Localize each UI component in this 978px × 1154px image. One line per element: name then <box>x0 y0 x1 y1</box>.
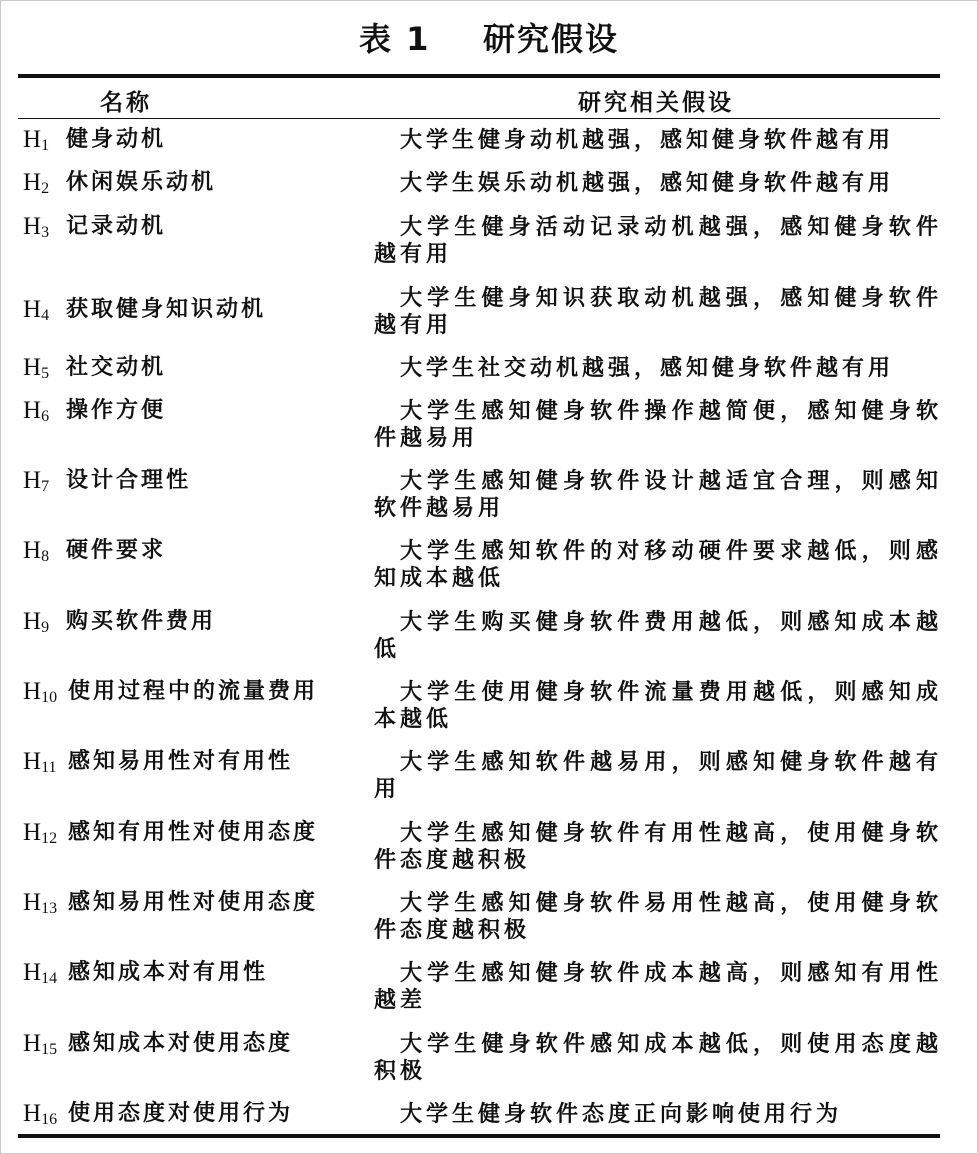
hypothesis-description: 大学生感知健身软件易用性越高，使用健身软件态度越积极 <box>374 891 942 943</box>
hypothesis-code: $H_1$ <box>23 126 50 154</box>
hypothesis-name: 感知易用性对有用性 <box>68 749 294 774</box>
hypothesis-name: 感知易用性对使用态度 <box>68 890 319 915</box>
hypothesis-code: $H_{14}$ <box>23 959 58 987</box>
hypothesis-name: 获取健身知识动机 <box>66 297 267 322</box>
hypothesis-description: 大学生感知健身软件有用性越高，使用健身软件态度越积极 <box>374 821 942 873</box>
hypothesis-name: 设计合理性 <box>66 468 192 493</box>
hypothesis-name: 健身动机 <box>66 127 167 152</box>
column-header-hypothesis: 研究相关假设 <box>578 90 734 116</box>
column-header-name: 名称 <box>100 90 152 116</box>
hypothesis-name: 使用过程中的流量费用 <box>68 679 319 704</box>
hypothesis-name: 使用态度对使用行为 <box>68 1101 294 1126</box>
hypothesis-description: 大学生感知软件越易用，则感知健身软件越有用 <box>374 750 942 802</box>
hypothesis-code: $H_8$ <box>23 537 50 565</box>
top-rule <box>18 74 940 78</box>
hypothesis-description: 大学生感知软件的对移动硬件要求越低，则感知成本越低 <box>374 539 942 591</box>
hypothesis-code: $H_7$ <box>23 467 50 495</box>
hypothesis-name: 购买软件费用 <box>66 609 217 634</box>
hypothesis-name: 硬件要求 <box>66 538 167 563</box>
hypothesis-description: 大学生使用健身软件流量费用越低，则感知成本越低 <box>374 680 942 732</box>
hypothesis-code: $H_5$ <box>23 354 50 382</box>
hypothesis-description: 大学生健身活动记录动机越强，感知健身软件越有用 <box>374 215 942 267</box>
hypothesis-code: $H_4$ <box>23 296 50 324</box>
hypothesis-code: $H_2$ <box>23 169 50 197</box>
hypothesis-description: 大学生健身软件感知成本越低，则使用态度越积极 <box>374 1032 942 1084</box>
hypothesis-code: $H_3$ <box>23 213 50 241</box>
bottom-rule <box>18 1134 940 1138</box>
hypothesis-code: $H_{12}$ <box>23 819 58 847</box>
hypothesis-code: $H_{13}$ <box>23 889 58 917</box>
hypothesis-name: 感知成本对使用态度 <box>68 1031 294 1056</box>
table-title: 表 1 研究假设 <box>359 20 619 58</box>
hypothesis-description: 大学生社交动机越强，感知健身软件越有用 <box>400 356 895 381</box>
hypothesis-code: $H_{15}$ <box>23 1030 58 1058</box>
hypothesis-code: $H_9$ <box>23 608 50 636</box>
hypothesis-code: $H_{16}$ <box>23 1100 58 1128</box>
hypothesis-description: 大学生感知健身软件设计越适宜合理，则感知软件越易用 <box>374 469 942 521</box>
hypothesis-description: 大学生感知健身软件成本越高，则感知有用性越差 <box>374 961 942 1013</box>
hypothesis-code: $H_{11}$ <box>23 748 57 776</box>
hypothesis-description: 大学生健身软件态度正向影响使用行为 <box>400 1102 843 1127</box>
hypothesis-code: $H_{10}$ <box>23 678 58 706</box>
hypothesis-code: $H_6$ <box>23 397 50 425</box>
hypothesis-name: 操作方便 <box>66 398 167 423</box>
hypothesis-description: 大学生娱乐动机越强，感知健身软件越有用 <box>400 171 895 196</box>
hypothesis-name: 记录动机 <box>66 214 167 239</box>
hypothesis-name: 感知有用性对使用态度 <box>68 820 319 845</box>
hypothesis-name: 感知成本对有用性 <box>68 960 269 985</box>
hypothesis-description: 大学生购买健身软件费用越低，则感知成本越低 <box>374 610 942 662</box>
hypothesis-name: 休闲娱乐动机 <box>66 170 217 195</box>
hypothesis-name: 社交动机 <box>66 355 167 380</box>
hypothesis-description: 大学生健身知识获取动机越强，感知健身软件越有用 <box>374 286 942 338</box>
hypothesis-description: 大学生健身动机越强，感知健身软件越有用 <box>400 128 895 153</box>
header-rule <box>18 118 940 119</box>
hypothesis-description: 大学生感知健身软件操作越简便，感知健身软件越易用 <box>374 399 942 451</box>
